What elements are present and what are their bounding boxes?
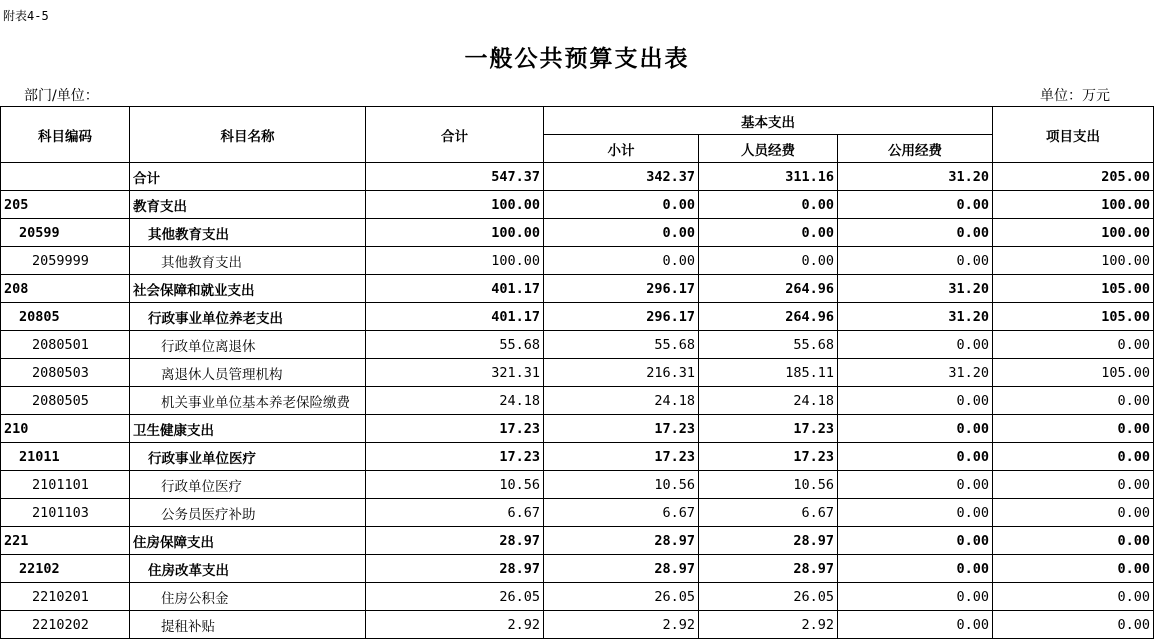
cell-project: 0.00 [993, 555, 1154, 583]
cell-project: 0.00 [993, 499, 1154, 527]
table-row [1, 387, 1154, 415]
cell-project: 0.00 [993, 527, 1154, 555]
table-row [1, 415, 1154, 443]
budget-table [0, 106, 1154, 639]
cell-personnel: 24.18 [699, 387, 838, 415]
cell-subtotal: 2.92 [544, 611, 699, 639]
cell-subtotal: 6.67 [544, 499, 699, 527]
table-row [1, 471, 1154, 499]
header-total: 合计 [366, 107, 544, 163]
cell-public: 31.20 [838, 359, 993, 387]
cell-project: 0.00 [993, 415, 1154, 443]
cell-name: 公务员医疗补助 [130, 499, 366, 527]
cell-project: 0.00 [993, 583, 1154, 611]
table-row [1, 275, 1154, 303]
cell-public: 31.20 [838, 163, 993, 191]
table-row [1, 443, 1154, 471]
cell-total: 401.17 [366, 275, 544, 303]
cell-name: 离退休人员管理机构 [130, 359, 366, 387]
cell-subtotal: 296.17 [544, 275, 699, 303]
cell-total: 10.56 [366, 471, 544, 499]
cell-name: 机关事业单位基本养老保险缴费 [130, 387, 366, 415]
page-title: 一般公共预算支出表 [464, 46, 690, 72]
cell-personnel: 264.96 [699, 275, 838, 303]
cell-total: 17.23 [366, 415, 544, 443]
cell-personnel: 55.68 [699, 331, 838, 359]
cell-project: 105.00 [993, 303, 1154, 331]
cell-personnel: 0.00 [699, 191, 838, 219]
table-header [1, 107, 1154, 163]
cell-personnel: 28.97 [699, 555, 838, 583]
cell-total: 28.97 [366, 555, 544, 583]
cell-public: 0.00 [838, 499, 993, 527]
cell-project: 100.00 [993, 247, 1154, 275]
cell-total: 55.68 [366, 331, 544, 359]
cell-public: 0.00 [838, 415, 993, 443]
cell-code: 20805 [1, 303, 130, 331]
header-basic: 基本支出 [544, 107, 993, 135]
cell-code: 21011 [1, 443, 130, 471]
table-row [1, 191, 1154, 219]
cell-name: 教育支出 [130, 191, 366, 219]
cell-subtotal: 10.56 [544, 471, 699, 499]
table-row [1, 331, 1154, 359]
cell-subtotal: 17.23 [544, 415, 699, 443]
header-subtotal: 小计 [544, 135, 699, 163]
cell-public: 0.00 [838, 611, 993, 639]
table-row [1, 527, 1154, 555]
cell-subtotal: 24.18 [544, 387, 699, 415]
cell-total: 401.17 [366, 303, 544, 331]
cell-total: 547.37 [366, 163, 544, 191]
cell-code: 2080505 [1, 387, 130, 415]
cell-project: 0.00 [993, 387, 1154, 415]
cell-name: 其他教育支出 [130, 247, 366, 275]
cell-project: 205.00 [993, 163, 1154, 191]
cell-project: 0.00 [993, 331, 1154, 359]
cell-subtotal: 28.97 [544, 555, 699, 583]
cell-code: 2101103 [1, 499, 130, 527]
table-row [1, 247, 1154, 275]
header-public: 公用经费 [838, 135, 993, 163]
table-row [1, 359, 1154, 387]
cell-code: 2059999 [1, 247, 130, 275]
cell-code: 2101101 [1, 471, 130, 499]
unit-label: 单位：万元 [1040, 88, 1110, 104]
cell-name: 社会保障和就业支出 [130, 275, 366, 303]
cell-code: 221 [1, 527, 130, 555]
cell-code: 22102 [1, 555, 130, 583]
cell-code: 2210201 [1, 583, 130, 611]
header-name: 科目名称 [130, 107, 366, 163]
department-label: 部门/单位： [24, 88, 99, 104]
table-row [1, 163, 1154, 191]
cell-name: 住房公积金 [130, 583, 366, 611]
cell-personnel: 17.23 [699, 415, 838, 443]
cell-subtotal: 0.00 [544, 191, 699, 219]
cell-project: 105.00 [993, 275, 1154, 303]
cell-subtotal: 0.00 [544, 247, 699, 275]
header-project: 项目支出 [993, 107, 1154, 163]
cell-personnel: 17.23 [699, 443, 838, 471]
header-personnel: 人员经费 [699, 135, 838, 163]
cell-name: 合计 [130, 163, 366, 191]
cell-subtotal: 0.00 [544, 219, 699, 247]
cell-code: 2080503 [1, 359, 130, 387]
cell-total: 321.31 [366, 359, 544, 387]
cell-code: 2210202 [1, 611, 130, 639]
table-row [1, 583, 1154, 611]
cell-subtotal: 216.31 [544, 359, 699, 387]
cell-total: 6.67 [366, 499, 544, 527]
cell-public: 0.00 [838, 443, 993, 471]
cell-public: 0.00 [838, 219, 993, 247]
cell-name: 行政事业单位医疗 [130, 443, 366, 471]
cell-code: 205 [1, 191, 130, 219]
cell-name: 住房改革支出 [130, 555, 366, 583]
header-code: 科目编码 [1, 107, 130, 163]
cell-name: 住房保障支出 [130, 527, 366, 555]
cell-total: 17.23 [366, 443, 544, 471]
cell-project: 100.00 [993, 191, 1154, 219]
cell-personnel: 264.96 [699, 303, 838, 331]
cell-subtotal: 55.68 [544, 331, 699, 359]
cell-personnel: 0.00 [699, 219, 838, 247]
cell-public: 0.00 [838, 527, 993, 555]
cell-public: 31.20 [838, 275, 993, 303]
cell-personnel: 185.11 [699, 359, 838, 387]
cell-code [1, 163, 130, 191]
cell-personnel: 2.92 [699, 611, 838, 639]
cell-code: 208 [1, 275, 130, 303]
cell-total: 24.18 [366, 387, 544, 415]
cell-name: 行政事业单位养老支出 [130, 303, 366, 331]
cell-personnel: 10.56 [699, 471, 838, 499]
table-row [1, 303, 1154, 331]
cell-name: 其他教育支出 [130, 219, 366, 247]
cell-subtotal: 296.17 [544, 303, 699, 331]
cell-public: 0.00 [838, 555, 993, 583]
cell-public: 0.00 [838, 247, 993, 275]
cell-personnel: 0.00 [699, 247, 838, 275]
cell-total: 100.00 [366, 247, 544, 275]
cell-project: 105.00 [993, 359, 1154, 387]
cell-total: 100.00 [366, 191, 544, 219]
cell-name: 卫生健康支出 [130, 415, 366, 443]
cell-project: 0.00 [993, 611, 1154, 639]
cell-personnel: 6.67 [699, 499, 838, 527]
cell-personnel: 311.16 [699, 163, 838, 191]
cell-project: 100.00 [993, 219, 1154, 247]
cell-project: 0.00 [993, 471, 1154, 499]
table-row [1, 611, 1154, 639]
cell-public: 0.00 [838, 331, 993, 359]
cell-code: 20599 [1, 219, 130, 247]
cell-code: 210 [1, 415, 130, 443]
cell-project: 0.00 [993, 443, 1154, 471]
cell-total: 2.92 [366, 611, 544, 639]
cell-name: 行政单位离退休 [130, 331, 366, 359]
cell-subtotal: 28.97 [544, 527, 699, 555]
cell-subtotal: 26.05 [544, 583, 699, 611]
table-row [1, 219, 1154, 247]
cell-public: 0.00 [838, 583, 993, 611]
cell-public: 0.00 [838, 471, 993, 499]
cell-total: 100.00 [366, 219, 544, 247]
table-body [1, 163, 1154, 639]
cell-public: 0.00 [838, 387, 993, 415]
table-row [1, 499, 1154, 527]
cell-personnel: 28.97 [699, 527, 838, 555]
cell-name: 行政单位医疗 [130, 471, 366, 499]
cell-public: 31.20 [838, 303, 993, 331]
cell-subtotal: 17.23 [544, 443, 699, 471]
cell-personnel: 26.05 [699, 583, 838, 611]
cell-total: 28.97 [366, 527, 544, 555]
table-row [1, 555, 1154, 583]
cell-code: 2080501 [1, 331, 130, 359]
cell-public: 0.00 [838, 191, 993, 219]
annex-label: 附表4-5 [3, 9, 49, 23]
cell-total: 26.05 [366, 583, 544, 611]
cell-name: 提租补贴 [130, 611, 366, 639]
cell-subtotal: 342.37 [544, 163, 699, 191]
